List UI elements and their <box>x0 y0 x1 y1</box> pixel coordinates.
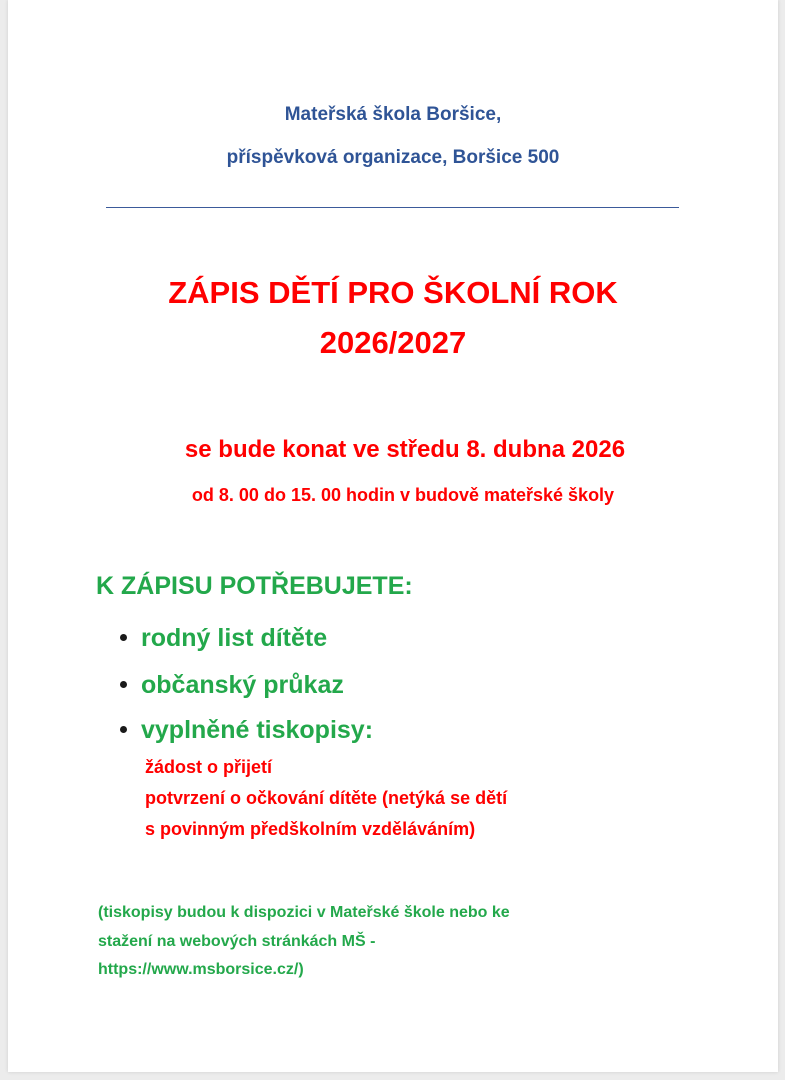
document-page <box>8 0 778 1072</box>
headline-title: ZÁPIS DĚTÍ PRO ŠKOLNÍ ROK <box>168 275 618 310</box>
requirement-label: rodný list dítěte <box>141 624 328 652</box>
requirements-heading: K ZÁPISU POTŘEBUJETE: <box>96 572 413 600</box>
header-divider <box>106 207 679 208</box>
note-line: (tiskopisy budou k dispozici v Mateřské škole nebo ke <box>98 904 510 921</box>
requirement-item <box>120 671 344 700</box>
headline-year: 2026/2027 <box>319 325 467 360</box>
bullet-icon <box>120 726 127 733</box>
enrollment-date: se bude konat ve středu 8. dubna 2026 <box>184 436 626 463</box>
school-name: Mateřská škola Boršice, <box>284 104 502 125</box>
requirement-item <box>120 716 373 745</box>
form-item: potvrzení o očkování dítěte (netýká se dětí <box>145 788 508 808</box>
requirement-label: občanský průkaz <box>141 671 344 699</box>
requirement-label: vyplněné tiskopisy: <box>141 716 374 744</box>
note-link: https://www.msborsice.cz/) <box>98 961 304 978</box>
note-line: stažení na webových stránkách MŠ - <box>98 933 376 950</box>
bullet-icon <box>120 681 127 688</box>
enrollment-time: od 8. 00 do 15. 00 hodin v budově mateřské školy <box>191 485 615 505</box>
bullet-icon <box>120 634 127 641</box>
requirement-item <box>120 624 327 653</box>
form-item: žádost o přijetí <box>145 757 273 777</box>
school-organization: příspěvková organizace, Boršice 500 <box>226 147 560 168</box>
form-item: s povinným předškolním vzděláváním) <box>145 819 476 839</box>
